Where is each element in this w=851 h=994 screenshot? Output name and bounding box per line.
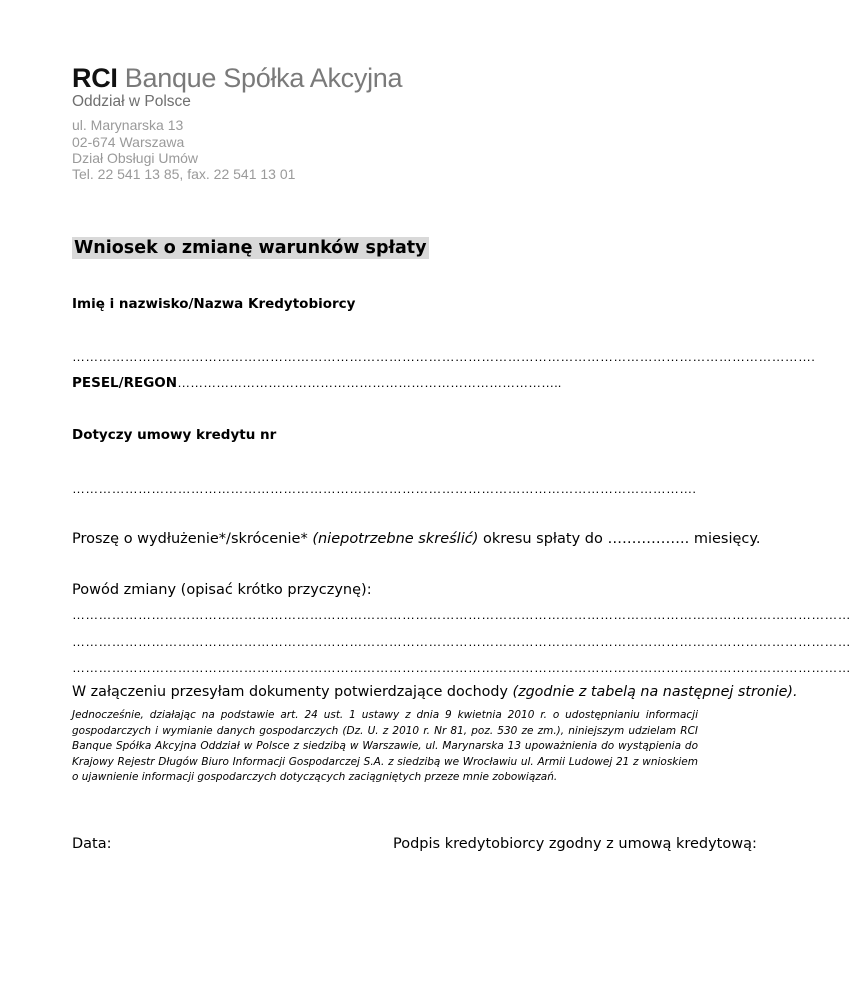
- request-note: (niepotrzebne skreślić): [312, 531, 479, 547]
- signature-label: Podpis kredytobiorcy zgodny z umową kredytową:: [393, 836, 757, 852]
- name-label: Imię i nazwisko/Nazwa Kredytobiorcy: [72, 296, 356, 312]
- date-label: Data:: [72, 836, 112, 852]
- reason-line-1[interactable]: ……………………………………………………………………………………………………………………………………………………………: [72, 607, 851, 622]
- address-city: 02-674 Warszawa: [72, 134, 185, 150]
- request-sentence: [72, 531, 761, 547]
- brand-rest: Banque Spółka Akcyjna: [117, 63, 403, 93]
- address-phone: Tel. 22 541 13 85, fax. 22 541 13 01: [72, 166, 296, 182]
- attachment-note: (zgodnie z tabelą na następnej stronie).: [512, 684, 798, 700]
- branch-name: Oddział w Polsce: [72, 93, 191, 110]
- pesel-label: PESEL/REGON: [72, 375, 178, 391]
- form-title: Wniosek o zmianę warunków spłaty: [74, 238, 427, 258]
- contract-label: Dotyczy umowy kredytu nr: [72, 427, 277, 443]
- request-months[interactable]: okresu spłaty do …………….. miesięcy.: [478, 531, 761, 547]
- reason-line-3[interactable]: ……………………………………………………………………………………………………………………………………………………………: [72, 660, 851, 675]
- name-field[interactable]: …………………………………………………………………………………………………………………………………………………….: [72, 349, 816, 364]
- brand-bold: RCI: [72, 63, 118, 93]
- pesel-row: [72, 374, 561, 392]
- address-department: Dział Obsługi Umów: [72, 150, 199, 166]
- pesel-field[interactable]: ……………………………………………………………………………..: [177, 375, 562, 390]
- attachment-start: W załączeniu przesyłam dokumenty potwierdzające dochody: [72, 684, 513, 700]
- request-start: Proszę o wydłużenie*/skrócenie*: [72, 531, 313, 547]
- reason-label: Powód zmiany (opisać krótko przyczynę):: [72, 582, 372, 598]
- address-street: ul. Marynarska 13: [72, 117, 184, 133]
- attachment-sentence: [72, 684, 798, 700]
- reason-line-2[interactable]: ……………………………………………………………………………………………………………………………………………………………: [72, 634, 851, 649]
- company-logo-text: [72, 62, 402, 94]
- contract-field[interactable]: …………………………………………………………………………………………………………………………….: [72, 481, 697, 496]
- consent-paragraph: Jednocześnie, działając na podstawie art. 24 ust. 1 ustawy z dnia 9 kwietnia 2010 r. o udostępnianiu informacji gospodarczych i wymianie danych gospodarczych (Dz. U. z 2010 r. Nr 81, poz. 530 ze zm.), niniejszym udzielam RCI Banque Spółka Akcyjna Oddział w Polsce z siedzibą w Warszawie, ul. Marynarska 13 upoważnienia do wystąpienia do Krajowy Rejestr Długów Biuro Informacji Gospodarczej S.A. z siedzibą we Wrocławiu ul. Armii Ludowej 21 z wnioskiem o ujawnienie informacji gospodarczych dotyczących zaciągniętych przeze mnie zobowiązań.: [72, 709, 698, 783]
